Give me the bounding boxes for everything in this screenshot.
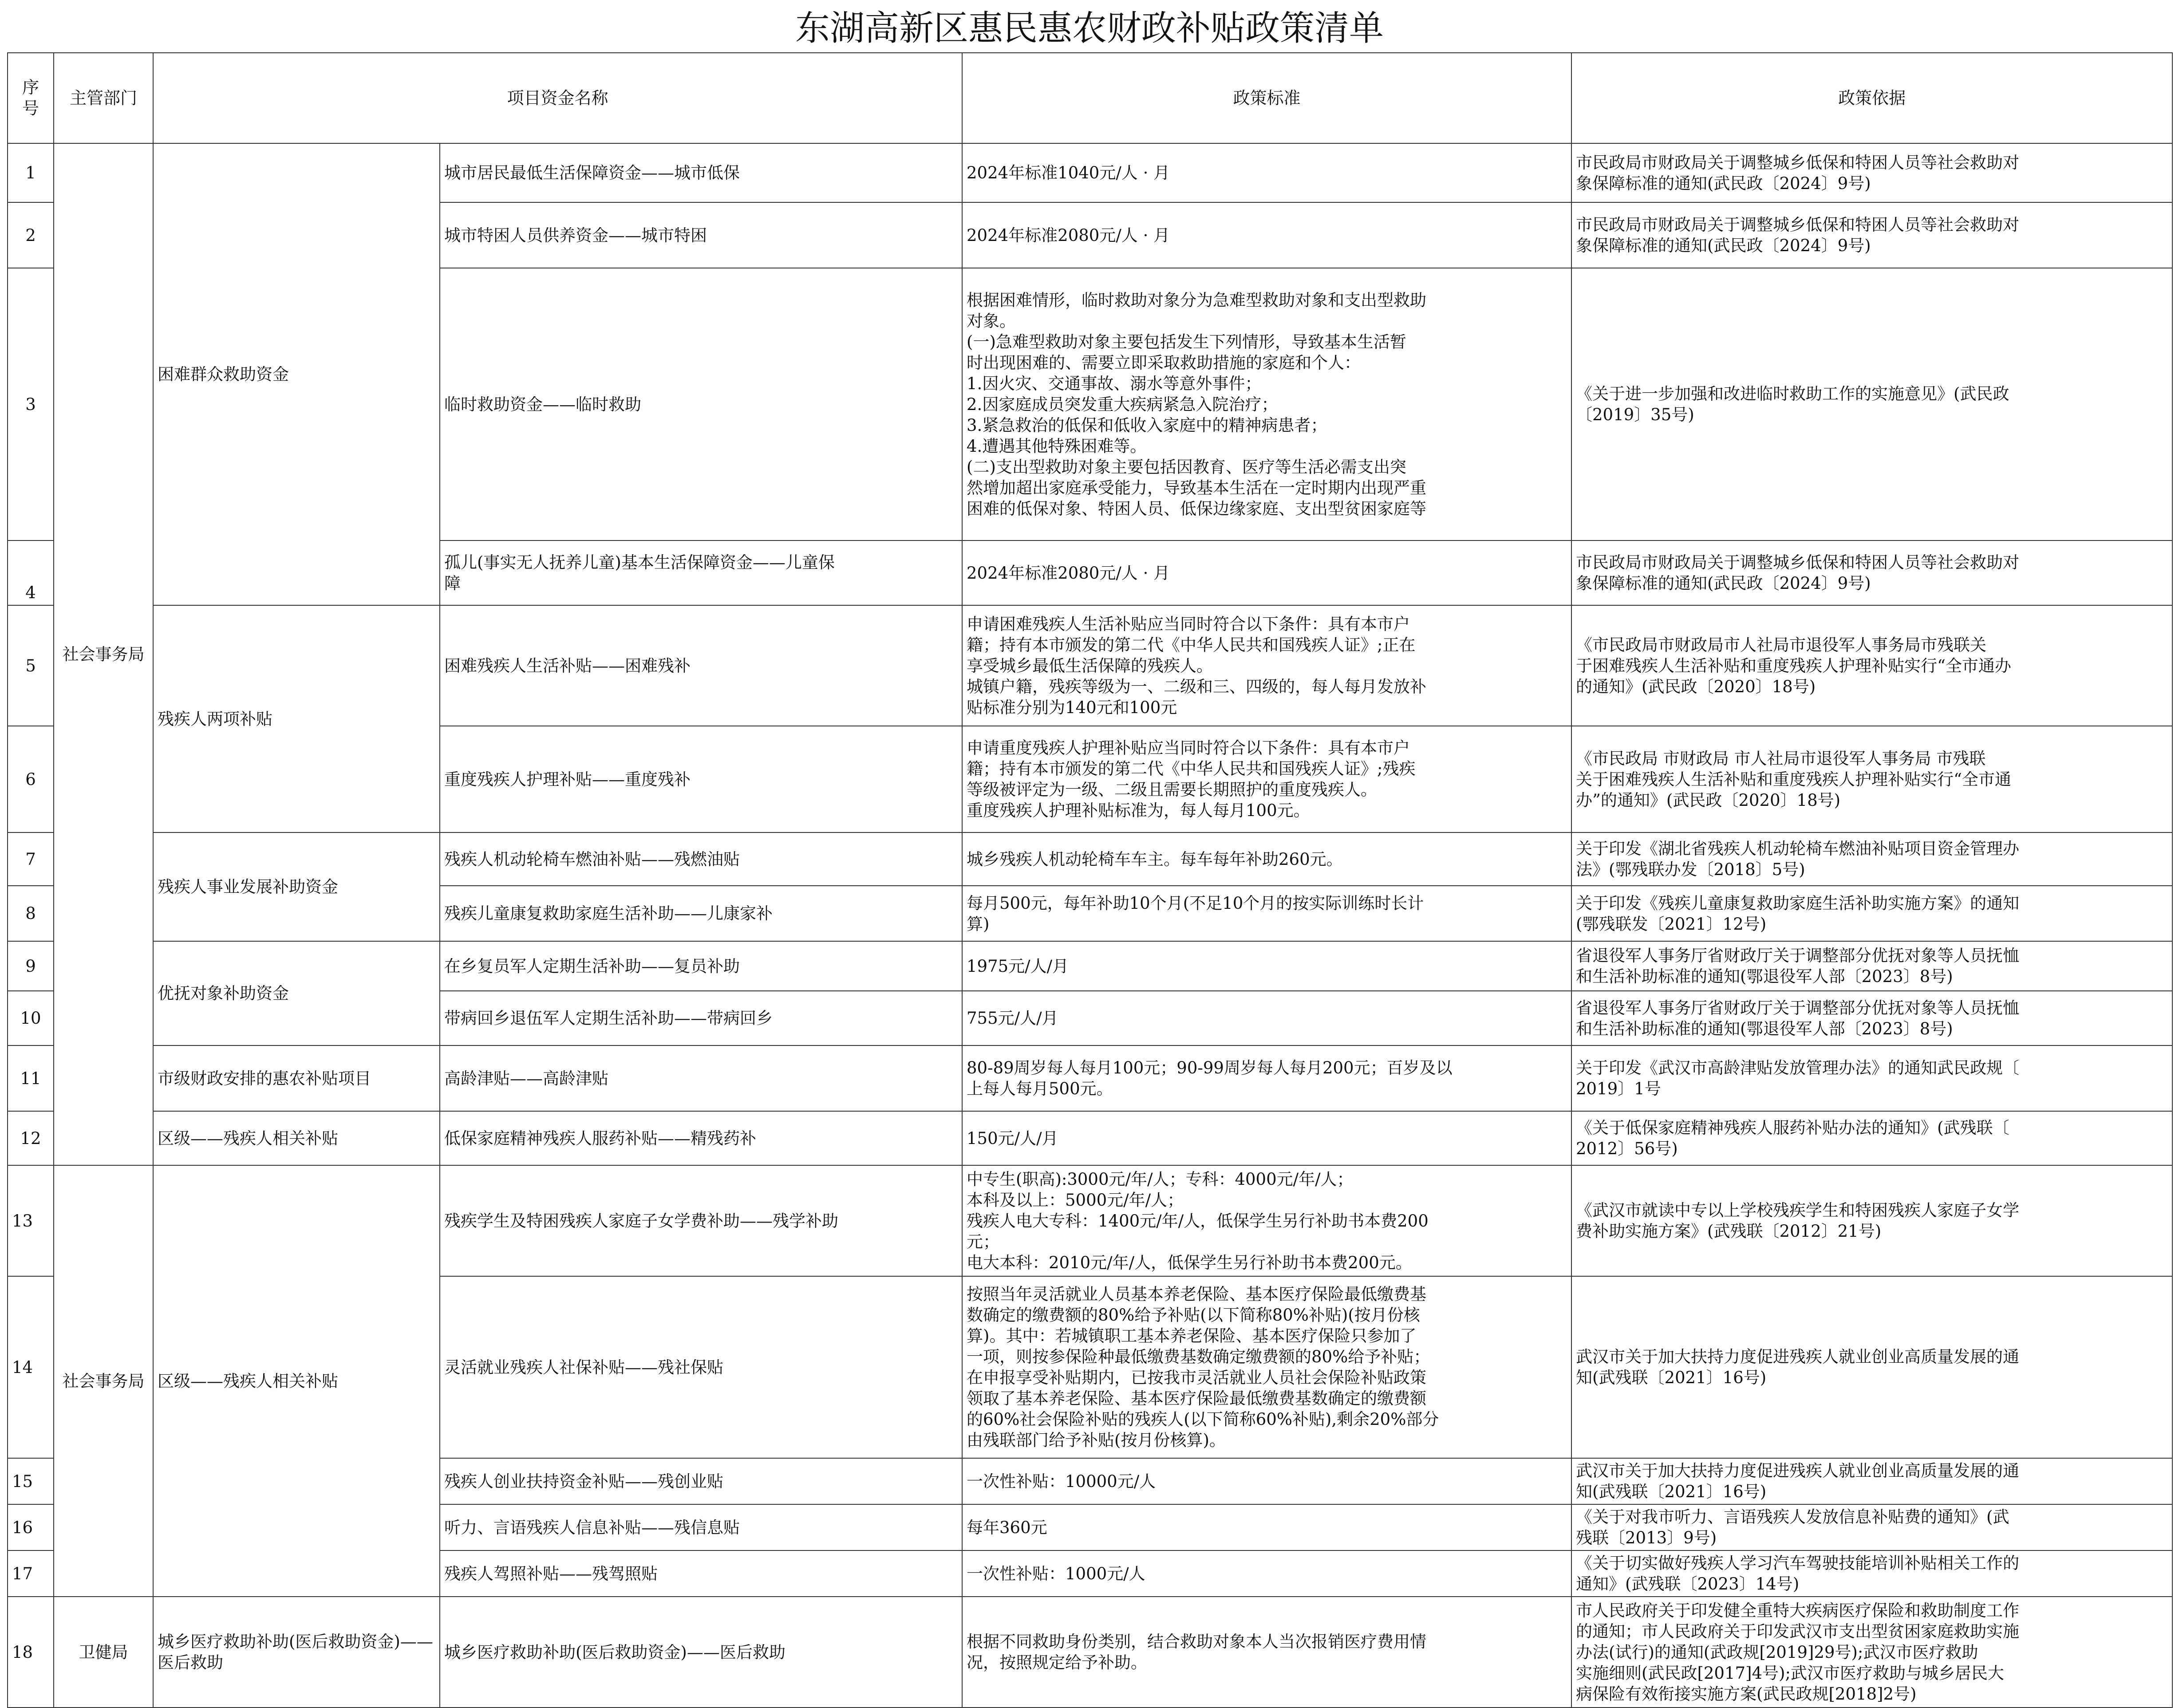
table-row <box>8 1165 2172 1276</box>
table-row <box>8 1597 2172 1708</box>
policy-table <box>7 52 2173 1708</box>
header-row <box>8 53 2172 143</box>
row-seq: 7 <box>8 832 54 886</box>
standard-cell: 每年360元 <box>962 1504 1571 1550</box>
standard-cell: 每月500元，每年补助10个月(不足10个月的按实际训练时长计 算) <box>962 886 1571 941</box>
project-cell: 残疾人驾照补贴——残驾照贴 <box>440 1550 962 1597</box>
basis-cell: 《市民政局 市财政局 市人社局市退役军人事务局 市残联 关于困难残疾人生活补贴和重度残疾人护理补贴实行“全市通 办”的通知》(武民政〔2020〕18号) <box>1571 726 2172 832</box>
basis-cell: 省退役军人事务厅省财政厅关于调整部分优抚对象等人员抚恤 和生活补助标准的通知(鄂退役军人部〔2023〕8号) <box>1571 991 2172 1045</box>
project-cell: 困难残疾人生活补贴——困难残补 <box>440 605 962 726</box>
standard-cell: 按照当年灵活就业人员基本养老保险、基本医疗保险最低缴费基 数确定的缴费额的80%给予补贴(以下简称80%补贴)(按月份核 算)。其中：若城镇职工基本养老保险、基本医疗保险只参加了 一项，则按参保险种最低缴费基数确定缴费额的80%给予补贴； 在申报享受补贴期内，已按我市灵活就业人员社会保险补贴政策 领取了基本养老保险、基本医疗保险最低缴费基数确定的缴费额 的60%社会保险补贴的残疾人(以下简称60%补贴),剩余20%部分 由残联部门给予补贴(按月份核算)。 <box>962 1276 1571 1458</box>
project-cell: 灵活就业残疾人社保补贴——残社保贴 <box>440 1276 962 1458</box>
standard-cell: 2024年标准2080元/人 · 月 <box>962 540 1571 605</box>
basis-cell: 《市民政局市财政局市人社局市退役军人事务局市残联关 于困难残疾人生活补贴和重度残疾人护理补贴实行“全市通办 的通知》(武民政〔2020〕18号) <box>1571 605 2172 726</box>
standard-cell: 2024年标准2080元/人 · 月 <box>962 202 1571 268</box>
project-cell: 城市居民最低生活保障资金——城市低保 <box>440 143 962 202</box>
table-row <box>8 941 2172 991</box>
category-cell: 市级财政安排的惠农补贴项目 <box>153 1045 440 1111</box>
basis-cell: 《关于切实做好残疾人学习汽车驾驶技能培训补贴相关工作的 通知》(武残联〔2023〕14号) <box>1571 1550 2172 1597</box>
row-seq: 13 <box>8 1165 54 1276</box>
standard-cell: 一次性补贴：1000元/人 <box>962 1550 1571 1597</box>
table-row <box>8 832 2172 886</box>
row-seq: 1 <box>8 143 54 202</box>
table-row <box>8 1045 2172 1111</box>
project-cell: 重度残疾人护理补贴——重度残补 <box>440 726 962 832</box>
row-seq: 15 <box>8 1458 54 1504</box>
header-dept: 主管部门 <box>54 53 153 143</box>
standard-cell: 150元/人/月 <box>962 1111 1571 1165</box>
row-seq: 5 <box>8 605 54 726</box>
category-cell: 残疾人事业发展补助资金 <box>153 832 440 941</box>
project-cell: 城乡医疗救助补助(医后救助资金)——医后救助 <box>440 1597 962 1708</box>
project-cell: 残疾人创业扶持资金补贴——残创业贴 <box>440 1458 962 1504</box>
row-seq: 16 <box>8 1504 54 1550</box>
project-cell: 临时救助资金——临时救助 <box>440 268 962 540</box>
row-seq: 4 <box>8 540 54 605</box>
category-cell: 困难群众救助资金 <box>153 143 440 605</box>
table-row <box>8 1111 2172 1165</box>
basis-cell: 《武汉市就读中专以上学校残疾学生和特困残疾人家庭子女学 费补助实施方案》(武残联〔2012〕21号) <box>1571 1165 2172 1276</box>
category-cell: 城乡医疗救助补助(医后救助资金)——医后救助 <box>153 1597 440 1708</box>
header-standard: 政策标准 <box>962 53 1571 143</box>
project-cell: 残疾人机动轮椅车燃油补贴——残燃油贴 <box>440 832 962 886</box>
dept-cell: 卫健局 <box>54 1597 153 1708</box>
header-seq: 序 号 <box>8 53 54 143</box>
project-cell: 残疾学生及特困残疾人家庭子女学费补助——残学补助 <box>440 1165 962 1276</box>
row-seq: 10 <box>8 991 54 1045</box>
row-seq: 9 <box>8 941 54 991</box>
header-project: 项目资金名称 <box>153 53 962 143</box>
standard-cell: 申请困难残疾人生活补贴应当同时符合以下条件：具有本市户 籍；持有本市颁发的第二代《中华人民共和国残疾人证》;正在 享受城乡最低生活保障的残疾人。 城镇户籍，残疾等级为一、二级和三、四级的，每人每月发放补 贴标准分别为140元和100元 <box>962 605 1571 726</box>
basis-cell: 关于印发《武汉市高龄津贴发放管理办法》的通知武民政规〔 2019〕1号 <box>1571 1045 2172 1111</box>
basis-cell: 关于印发《湖北省残疾人机动轮椅车燃油补贴项目资金管理办 法》(鄂残联办发〔2018〕5号) <box>1571 832 2172 886</box>
row-seq: 11 <box>8 1045 54 1111</box>
standard-cell: 中专生(职高):3000元/年/人；专科：4000元/年/人； 本科及以上：5000元/年/人； 残疾人电大专科：1400元/年/人，低保学生另行补助书本费200 元； 电大本科：2010元/年/人，低保学生另行补助书本费200元。 <box>962 1165 1571 1276</box>
project-cell: 低保家庭精神残疾人服药补贴——精残药补 <box>440 1111 962 1165</box>
standard-cell: 申请重度残疾人护理补贴应当同时符合以下条件：具有本市户 籍；持有本市颁发的第二代《中华人民共和国残疾人证》;残疾 等级被评定为一级、二级且需要长期照护的重度残疾人。 重度残疾人护理补贴标准为，每人每月100元。 <box>962 726 1571 832</box>
basis-cell: 市民政局市财政局关于调整城乡低保和特困人员等社会救助对 象保障标准的通知(武民政〔2024〕9号) <box>1571 202 2172 268</box>
project-cell: 城市特困人员供养资金——城市特困 <box>440 202 962 268</box>
standard-cell: 80-89周岁每人每月100元；90-99周岁每人每月200元；百岁及以 上每人每月500元。 <box>962 1045 1571 1111</box>
project-cell: 听力、言语残疾人信息补贴——残信息贴 <box>440 1504 962 1550</box>
category-cell: 区级——残疾人相关补贴 <box>153 1111 440 1165</box>
project-cell: 带病回乡退伍军人定期生活补助——带病回乡 <box>440 991 962 1045</box>
row-seq: 12 <box>8 1111 54 1165</box>
dept-cell: 社会事务局 <box>54 143 153 1165</box>
row-seq: 17 <box>8 1550 54 1597</box>
standard-cell: 1975元/人/月 <box>962 941 1571 991</box>
basis-cell: 市人民政府关于印发健全重特大疾病医疗保险和救助制度工作 的通知；市人民政府关于印发武汉市支出型贫困家庭救助实施 办法(试行)的通知(武政规[2019]29号);武汉市医疗救助 实施细则(武民政[2017]4号);武汉市医疗救助与城乡居民大 病保险有效衔接实施方案(武民政规[2018]2号) <box>1571 1597 2172 1708</box>
standard-cell: 2024年标准1040元/人 · 月 <box>962 143 1571 202</box>
category-cell: 区级——残疾人相关补贴 <box>153 1165 440 1597</box>
basis-cell: 省退役军人事务厅省财政厅关于调整部分优抚对象等人员抚恤 和生活补助标准的通知(鄂退役军人部〔2023〕8号) <box>1571 941 2172 991</box>
project-cell: 在乡复员军人定期生活补助——复员补助 <box>440 941 962 991</box>
project-cell: 孤儿(事实无人抚养儿童)基本生活保障资金——儿童保 障 <box>440 540 962 605</box>
standard-cell: 根据不同救助身份类别，结合救助对象本人当次报销医疗费用情 况，按照规定给予补助。 <box>962 1597 1571 1708</box>
basis-cell: 武汉市关于加大扶持力度促进残疾人就业创业高质量发展的通 知(武残联〔2021〕16号) <box>1571 1458 2172 1504</box>
dept-cell: 社会事务局 <box>54 1165 153 1597</box>
standard-cell: 一次性补贴：10000元/人 <box>962 1458 1571 1504</box>
row-seq: 2 <box>8 202 54 268</box>
row-seq: 14 <box>8 1276 54 1458</box>
category-cell: 残疾人两项补贴 <box>153 605 440 832</box>
basis-cell: 市民政局市财政局关于调整城乡低保和特困人员等社会救助对 象保障标准的通知(武民政〔2024〕9号) <box>1571 540 2172 605</box>
project-cell: 高龄津贴——高龄津贴 <box>440 1045 962 1111</box>
row-seq: 6 <box>8 726 54 832</box>
basis-cell: 关于印发《残疾儿童康复救助家庭生活补助实施方案》的通知 (鄂残联发〔2021〕12号) <box>1571 886 2172 941</box>
standard-cell: 755元/人/月 <box>962 991 1571 1045</box>
page-title: 东湖高新区惠民惠农财政补贴政策清单 <box>795 8 1384 48</box>
standard-cell: 城乡残疾人机动轮椅车车主。每车每年补助260元。 <box>962 832 1571 886</box>
basis-cell: 武汉市关于加大扶持力度促进残疾人就业创业高质量发展的通 知(武残联〔2021〕16号) <box>1571 1276 2172 1458</box>
row-seq: 8 <box>8 886 54 941</box>
category-cell: 优抚对象补助资金 <box>153 941 440 1045</box>
basis-cell: 《关于进一步加强和改进临时救助工作的实施意见》(武民政 〔2019〕35号) <box>1571 268 2172 540</box>
basis-cell: 市民政局市财政局关于调整城乡低保和特困人员等社会救助对 象保障标准的通知(武民政〔2024〕9号) <box>1571 143 2172 202</box>
basis-cell: 《关于对我市听力、言语残疾人发放信息补贴费的通知》(武 残联〔2013〕9号) <box>1571 1504 2172 1550</box>
row-seq: 18 <box>8 1597 54 1708</box>
table-row <box>8 143 2172 202</box>
standard-cell: 根据困难情形，临时救助对象分为急难型救助对象和支出型救助 对象。 (一)急难型救助对象主要包括发生下列情形，导致基本生活暂 时出现困难的、需要立即采取救助措施的家庭和个人： 1.因火灾、交通事故、溺水等意外事件； 2.因家庭成员突发重大疾病紧急入院治疗； 3.紧急救治的低保和低收入家庭中的精神病患者； 4.遭遇其他特殊困难等。 (二)支出型救助对象主要包括因教育、医疗等生活必需支出突 然增加超出家庭承受能力，导致基本生活在一定时期内出现严重 困难的低保对象、特困人员、低保边缘家庭、支出型贫困家庭等 <box>962 268 1571 540</box>
table-row <box>8 605 2172 726</box>
project-cell: 残疾儿童康复救助家庭生活补助——儿康家补 <box>440 886 962 941</box>
row-seq: 3 <box>8 268 54 540</box>
header-basis: 政策依据 <box>1571 53 2172 143</box>
basis-cell: 《关于低保家庭精神残疾人服药补贴办法的通知》(武残联〔 2012〕56号) <box>1571 1111 2172 1165</box>
